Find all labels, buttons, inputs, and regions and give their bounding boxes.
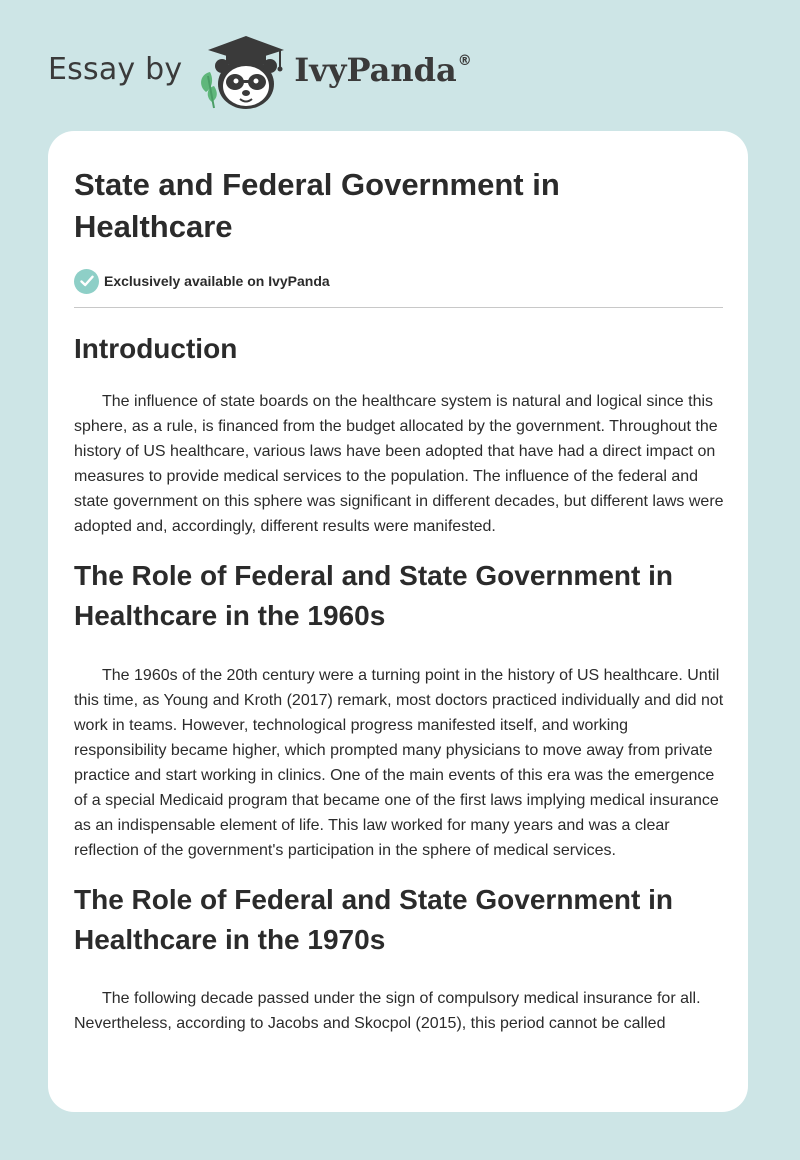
section-heading-introduction: Introduction (74, 333, 238, 364)
site-header (48, 30, 472, 112)
exclusive-badge (74, 267, 724, 295)
section-body-1960s: The 1960s of the 20th century were a turning point in the history of US healthcare. Until this time, as Young and Kroth (2017) remark, most doctors practiced individually and did not work in teams. However, technological progress manifested itself, and working responsibility became higher, which prompted many physicians to move away from private practice and start working in clinics. One of the main events of this era was the emergence of a special Medicaid program that became one of the first laws implying medical insurance as an indispensable element of life. This law worked for many years and was a clear reflection of the government's participation in the sphere of medical services. (74, 667, 724, 859)
title-divider (74, 307, 723, 308)
panda-graduate-logo-icon[interactable] (196, 30, 288, 112)
essay-by-label: Essay by (48, 51, 183, 87)
essay-card (48, 131, 748, 1112)
essay-content (74, 164, 724, 1036)
check-icon (74, 269, 99, 294)
section-body-1970s: The following decade passed under the sign of compulsory medical insurance for all. Nevertheless, according to Jacobs and Skocpol (2015), this period cannot be called (74, 990, 701, 1032)
registered-mark: ® (457, 53, 472, 69)
exclusive-badge-label: Exclusively available on IvyPanda (104, 273, 330, 289)
brand-text: IvyPanda (294, 51, 457, 89)
section-heading-1960s: The Role of Federal and State Government in Healthcare in the 1960s (74, 560, 673, 631)
section-body-introduction: The influence of state boards on the healthcare system is natural and logical since this sphere, as a rule, is financed from the budget allocated by the government. Throughout the history of US healthcare, various laws have been adopted that have had a direct impact on measures to provide medical services to the population. The influence of the federal and state government on this sphere was significant in different decades, but different laws were adopted and, accordingly, different results were manifested. (74, 393, 724, 535)
section-heading-1970s: The Role of Federal and State Government in Healthcare in the 1970s (74, 884, 673, 955)
essay-title: State and Federal Government in Healthcare (74, 167, 560, 244)
brand-name[interactable] (294, 51, 471, 89)
